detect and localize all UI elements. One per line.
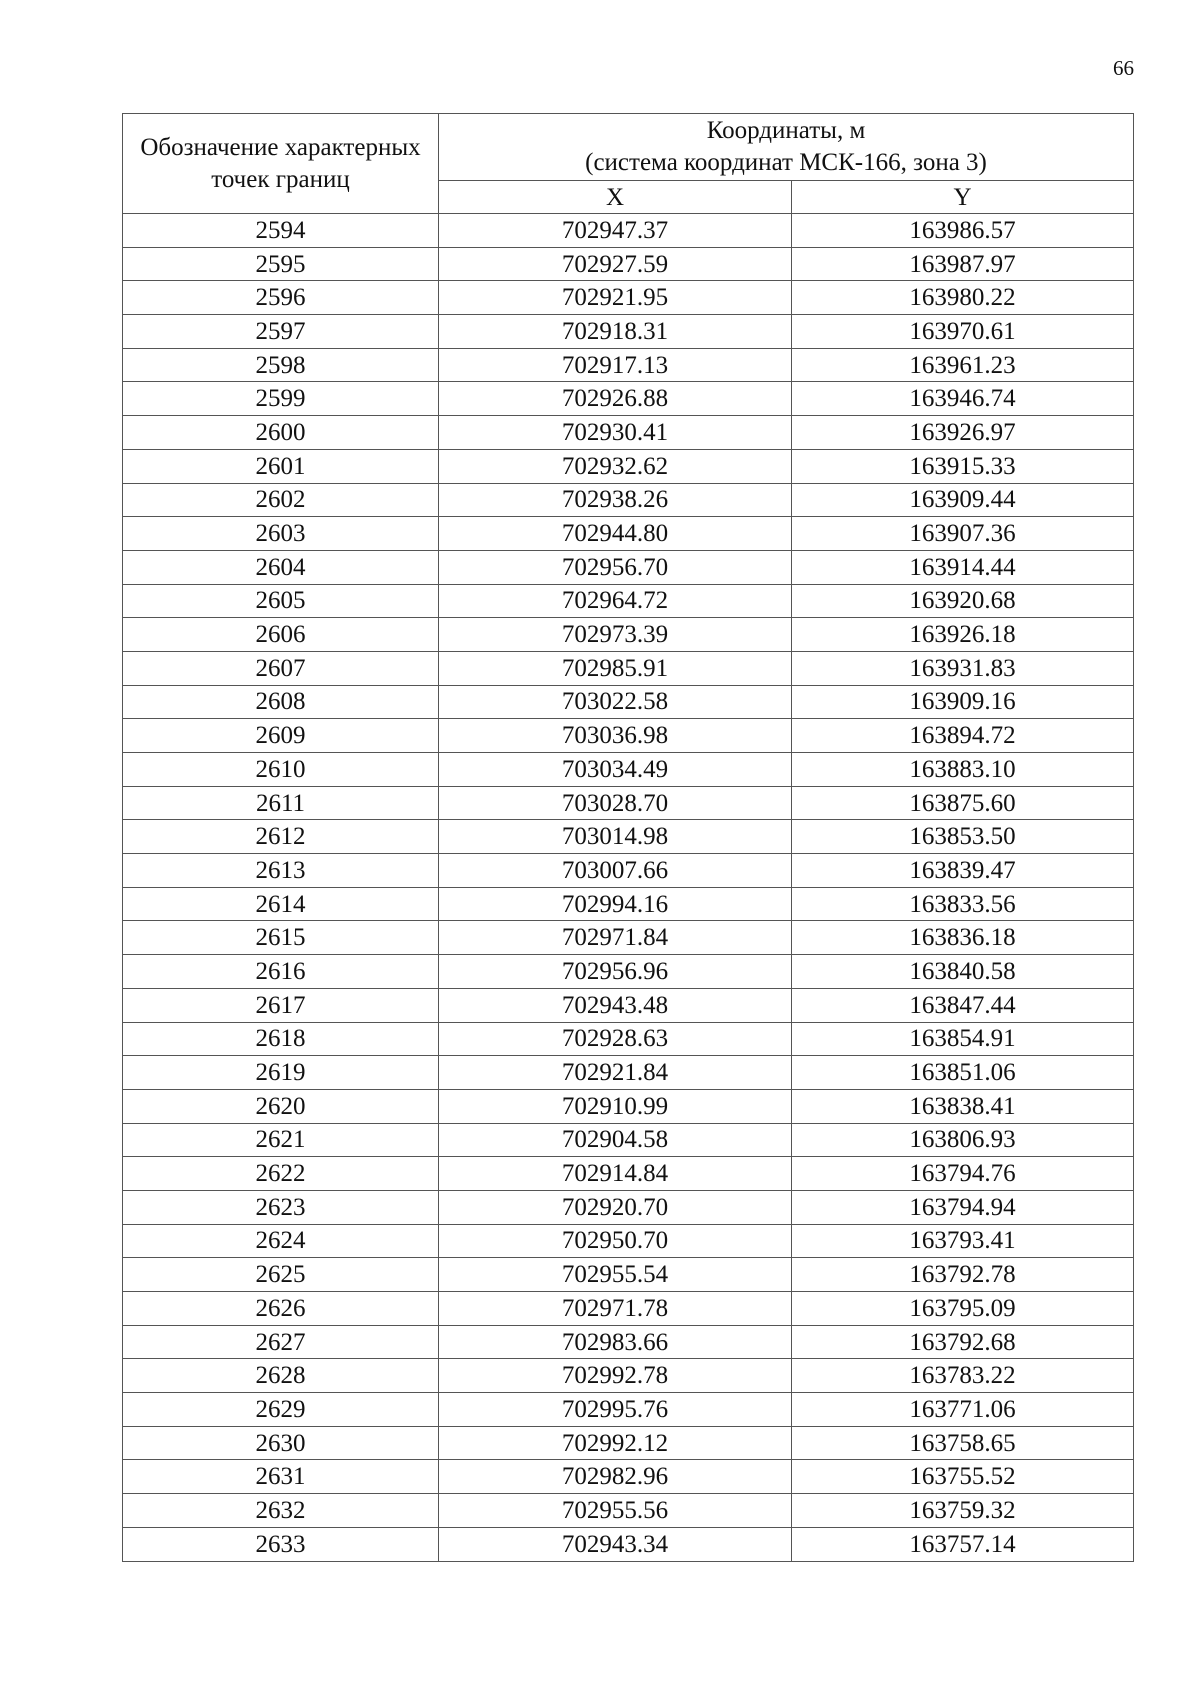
table-row <box>123 988 1134 1022</box>
table-row <box>123 618 1134 652</box>
x-coordinate-cell: 702985.91 <box>439 651 792 685</box>
x-coordinate-cell: 702904.58 <box>439 1123 792 1157</box>
y-coordinate-cell: 163907.36 <box>792 517 1134 551</box>
x-coordinate-cell: 702971.84 <box>439 921 792 955</box>
y-coordinate-cell: 163792.68 <box>792 1325 1134 1359</box>
x-coordinate-cell: 702914.84 <box>439 1157 792 1191</box>
y-coordinate-cell: 163909.16 <box>792 685 1134 719</box>
point-id-cell: 2623 <box>123 1190 439 1224</box>
point-id-cell: 2603 <box>123 517 439 551</box>
table-row <box>123 1426 1134 1460</box>
y-coordinate-cell: 163757.14 <box>792 1527 1134 1561</box>
x-coordinate-cell: 702944.80 <box>439 517 792 551</box>
x-coordinate-cell: 702947.37 <box>439 214 792 248</box>
table-row <box>123 1022 1134 1056</box>
table-row <box>123 483 1134 517</box>
y-coordinate-cell: 163909.44 <box>792 483 1134 517</box>
y-coordinate-cell: 163894.72 <box>792 719 1134 753</box>
point-id-cell: 2602 <box>123 483 439 517</box>
table-row <box>123 1359 1134 1393</box>
x-coordinate-cell: 703014.98 <box>439 820 792 854</box>
y-column-header: Y <box>792 181 1134 214</box>
coordinates-title: Координаты, м <box>706 117 866 144</box>
y-coordinate-cell: 163794.76 <box>792 1157 1134 1191</box>
x-coordinate-cell: 702994.16 <box>439 887 792 921</box>
table-row <box>123 1190 1134 1224</box>
x-coordinate-cell: 702973.39 <box>439 618 792 652</box>
x-coordinate-cell: 702992.78 <box>439 1359 792 1393</box>
table-row <box>123 1292 1134 1326</box>
point-id-cell: 2621 <box>123 1123 439 1157</box>
point-id-cell: 2631 <box>123 1460 439 1494</box>
x-coordinate-cell: 702956.70 <box>439 550 792 584</box>
y-coordinate-cell: 163759.32 <box>792 1494 1134 1528</box>
table-row <box>123 820 1134 854</box>
x-coordinate-cell: 702943.34 <box>439 1527 792 1561</box>
table-row <box>123 1123 1134 1157</box>
y-coordinate-cell: 163755.52 <box>792 1460 1134 1494</box>
y-coordinate-cell: 163839.47 <box>792 854 1134 888</box>
point-id-cell: 2596 <box>123 281 439 315</box>
y-coordinate-cell: 163926.97 <box>792 416 1134 450</box>
table-row <box>123 955 1134 989</box>
coordinates-header <box>439 114 1134 181</box>
x-coordinate-cell: 703028.70 <box>439 786 792 820</box>
y-coordinate-cell: 163920.68 <box>792 584 1134 618</box>
point-id-cell: 2610 <box>123 753 439 787</box>
point-id-cell: 2612 <box>123 820 439 854</box>
y-coordinate-cell: 163946.74 <box>792 382 1134 416</box>
x-coordinate-cell: 702971.78 <box>439 1292 792 1326</box>
x-coordinate-cell: 702950.70 <box>439 1224 792 1258</box>
x-coordinate-cell: 702995.76 <box>439 1393 792 1427</box>
y-coordinate-cell: 163961.23 <box>792 348 1134 382</box>
table-row <box>123 247 1134 281</box>
y-coordinate-cell: 163833.56 <box>792 887 1134 921</box>
y-coordinate-cell: 163840.58 <box>792 955 1134 989</box>
y-coordinate-cell: 163980.22 <box>792 281 1134 315</box>
table-row <box>123 1224 1134 1258</box>
point-id-cell: 2611 <box>123 786 439 820</box>
table-row <box>123 1056 1134 1090</box>
x-coordinate-cell: 703036.98 <box>439 719 792 753</box>
x-coordinate-cell: 702956.96 <box>439 955 792 989</box>
y-coordinate-cell: 163771.06 <box>792 1393 1134 1427</box>
y-coordinate-cell: 163792.78 <box>792 1258 1134 1292</box>
point-id-cell: 2614 <box>123 887 439 921</box>
y-coordinate-cell: 163806.93 <box>792 1123 1134 1157</box>
table-row <box>123 1157 1134 1191</box>
y-coordinate-cell: 163986.57 <box>792 214 1134 248</box>
x-coordinate-cell: 703022.58 <box>439 685 792 719</box>
x-coordinate-cell: 702918.31 <box>439 315 792 349</box>
x-coordinate-cell: 702921.95 <box>439 281 792 315</box>
x-coordinate-cell: 702928.63 <box>439 1022 792 1056</box>
table-row <box>123 315 1134 349</box>
point-id-cell: 2620 <box>123 1089 439 1123</box>
table-row <box>123 887 1134 921</box>
x-coordinate-cell: 702930.41 <box>439 416 792 450</box>
point-id-cell: 2604 <box>123 550 439 584</box>
table-row <box>123 854 1134 888</box>
page-number: 66 <box>1113 56 1134 80</box>
table-row <box>123 584 1134 618</box>
point-id-cell: 2626 <box>123 1292 439 1326</box>
point-id-cell: 2606 <box>123 618 439 652</box>
point-id-cell: 2597 <box>123 315 439 349</box>
y-coordinate-cell: 163987.97 <box>792 247 1134 281</box>
x-coordinate-cell: 702917.13 <box>439 348 792 382</box>
point-id-cell: 2625 <box>123 1258 439 1292</box>
point-id-cell: 2605 <box>123 584 439 618</box>
y-coordinate-cell: 163838.41 <box>792 1089 1134 1123</box>
point-id-cell: 2615 <box>123 921 439 955</box>
x-coordinate-cell: 702932.62 <box>439 449 792 483</box>
y-coordinate-cell: 163875.60 <box>792 786 1134 820</box>
point-id-cell: 2598 <box>123 348 439 382</box>
point-designation-header: Обозначение характерных точек границ <box>123 114 439 214</box>
y-coordinate-cell: 163915.33 <box>792 449 1134 483</box>
point-id-cell: 2594 <box>123 214 439 248</box>
coordinate-system-subtitle: (система координат МСК-166, зона 3) <box>585 149 987 176</box>
table-row <box>123 753 1134 787</box>
x-coordinate-cell: 703007.66 <box>439 854 792 888</box>
point-id-cell: 2595 <box>123 247 439 281</box>
y-coordinate-cell: 163795.09 <box>792 1292 1134 1326</box>
point-id-cell: 2618 <box>123 1022 439 1056</box>
table-row <box>123 1325 1134 1359</box>
table-row <box>123 651 1134 685</box>
point-id-cell: 2624 <box>123 1224 439 1258</box>
table-row <box>123 348 1134 382</box>
x-column-header: X <box>439 181 792 214</box>
point-id-cell: 2633 <box>123 1527 439 1561</box>
x-coordinate-cell: 702921.84 <box>439 1056 792 1090</box>
y-coordinate-cell: 163931.83 <box>792 651 1134 685</box>
point-id-cell: 2608 <box>123 685 439 719</box>
table-row <box>123 449 1134 483</box>
y-coordinate-cell: 163758.65 <box>792 1426 1134 1460</box>
x-coordinate-cell: 702926.88 <box>439 382 792 416</box>
table-row <box>123 416 1134 450</box>
table-row <box>123 1494 1134 1528</box>
y-coordinate-cell: 163914.44 <box>792 550 1134 584</box>
table-row <box>123 921 1134 955</box>
y-coordinate-cell: 163836.18 <box>792 921 1134 955</box>
x-coordinate-cell: 702938.26 <box>439 483 792 517</box>
y-coordinate-cell: 163883.10 <box>792 753 1134 787</box>
y-coordinate-cell: 163851.06 <box>792 1056 1134 1090</box>
y-coordinate-cell: 163970.61 <box>792 315 1134 349</box>
table-row <box>123 281 1134 315</box>
table-row <box>123 719 1134 753</box>
table-row <box>123 1527 1134 1561</box>
y-coordinate-cell: 163793.41 <box>792 1224 1134 1258</box>
y-coordinate-cell: 163854.91 <box>792 1022 1134 1056</box>
x-coordinate-cell: 702964.72 <box>439 584 792 618</box>
x-coordinate-cell: 702992.12 <box>439 1426 792 1460</box>
point-id-cell: 2619 <box>123 1056 439 1090</box>
x-coordinate-cell: 702983.66 <box>439 1325 792 1359</box>
x-coordinate-cell: 702910.99 <box>439 1089 792 1123</box>
point-id-cell: 2632 <box>123 1494 439 1528</box>
table-row <box>123 1089 1134 1123</box>
y-coordinate-cell: 163847.44 <box>792 988 1134 1022</box>
x-coordinate-cell: 702955.56 <box>439 1494 792 1528</box>
x-coordinate-cell: 702955.54 <box>439 1258 792 1292</box>
table-row <box>123 382 1134 416</box>
point-id-cell: 2627 <box>123 1325 439 1359</box>
point-id-cell: 2629 <box>123 1393 439 1427</box>
table-body <box>123 214 1134 1562</box>
table-row <box>123 214 1134 248</box>
table-row <box>123 786 1134 820</box>
y-coordinate-cell: 163783.22 <box>792 1359 1134 1393</box>
point-id-cell: 2628 <box>123 1359 439 1393</box>
x-coordinate-cell: 702927.59 <box>439 247 792 281</box>
coordinates-table <box>122 113 1134 1562</box>
point-id-cell: 2630 <box>123 1426 439 1460</box>
point-id-cell: 2599 <box>123 382 439 416</box>
table-row <box>123 685 1134 719</box>
x-coordinate-cell: 702943.48 <box>439 988 792 1022</box>
x-coordinate-cell: 703034.49 <box>439 753 792 787</box>
y-coordinate-cell: 163853.50 <box>792 820 1134 854</box>
table-row <box>123 550 1134 584</box>
point-id-cell: 2600 <box>123 416 439 450</box>
point-id-cell: 2617 <box>123 988 439 1022</box>
point-id-cell: 2609 <box>123 719 439 753</box>
table-row <box>123 1460 1134 1494</box>
table-row <box>123 1258 1134 1292</box>
point-id-cell: 2616 <box>123 955 439 989</box>
point-id-cell: 2601 <box>123 449 439 483</box>
y-coordinate-cell: 163794.94 <box>792 1190 1134 1224</box>
y-coordinate-cell: 163926.18 <box>792 618 1134 652</box>
table-row <box>123 1393 1134 1427</box>
x-coordinate-cell: 702982.96 <box>439 1460 792 1494</box>
table-row <box>123 517 1134 551</box>
point-id-cell: 2622 <box>123 1157 439 1191</box>
point-id-cell: 2613 <box>123 854 439 888</box>
point-id-cell: 2607 <box>123 651 439 685</box>
x-coordinate-cell: 702920.70 <box>439 1190 792 1224</box>
